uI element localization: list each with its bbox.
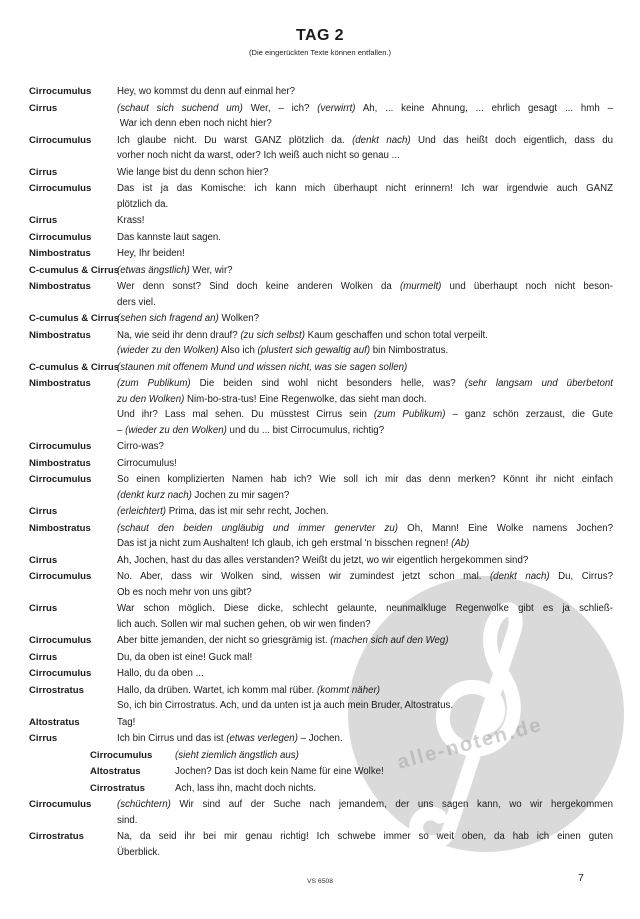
script-entry: [29, 84, 613, 100]
script-entry: [29, 133, 613, 164]
script-entry: [29, 748, 613, 764]
dialogue-line: [117, 601, 613, 617]
speaker-name: Cirrocumulus: [29, 231, 92, 243]
dialogue-line: [117, 585, 613, 601]
dialogue-text: Überblick.: [117, 846, 161, 858]
script-entry: [29, 633, 613, 649]
dialogue: [117, 472, 613, 503]
dialogue-text: –: [117, 424, 126, 436]
dialogue: [117, 715, 613, 731]
dialogue-text: Jochen zu mir sagen?: [191, 489, 290, 501]
script-entry: [29, 181, 613, 212]
dialogue: [117, 650, 613, 666]
stage-direction: (erleichtert): [117, 506, 166, 517]
dialogue-line: [117, 360, 613, 376]
dialogue-text: Das ist ja das Komische: ich kann mich überhaupt nicht erinnern! Ich war irgendwie auch GANZ: [117, 183, 613, 194]
speaker-name: Cirrostratus: [90, 782, 145, 794]
dialogue-text: Wer denn sonst? Sind doch keine anderen Wolken da: [117, 281, 400, 292]
dialogue: [117, 504, 613, 520]
speaker-name: Cirrus: [29, 506, 58, 517]
dialogue: [117, 456, 613, 472]
dialogue-text: Krass!: [117, 215, 145, 226]
dialogue-text: No. Aber, dass wir Wolken sind, wissen wir zumindest jetzt schon mal.: [117, 571, 490, 582]
dialogue-line: [117, 133, 613, 149]
script-entry: [29, 781, 613, 797]
dialogue-text: Nim-bo-stra-tus! Eine Regenwolke, das sieht man doch.: [184, 393, 427, 405]
dialogue-text: Wir sind auf der Suche nach jemandem, der uns sagen kann, wo wir hergekommen: [170, 799, 613, 810]
dialogue-line: [117, 279, 613, 295]
dialogue-line: [117, 101, 613, 117]
script-entry: [29, 521, 613, 552]
page-subtitle: (Die eingerückten Texte können entfallen.): [248, 48, 392, 57]
speaker-name: Cirrocumulus: [29, 86, 92, 97]
stage-direction: (plustert sich gewaltig auf): [257, 345, 371, 356]
dialogue: [175, 781, 613, 797]
speaker-name: Altostratus: [29, 716, 80, 728]
dialogue-text: Jochen? Das ist doch kein Name für eine Wolke!: [175, 766, 384, 777]
dialogue-line: [117, 181, 613, 197]
dialogue-line: [117, 731, 613, 747]
dialogue-line: [117, 392, 613, 408]
stage-direction: (etwas verlegen): [226, 733, 298, 744]
dialogue-line: [117, 456, 613, 472]
stage-direction: (sehr langsam und überbetont: [464, 378, 614, 389]
dialogue: [117, 360, 613, 376]
dialogue-line: [117, 295, 613, 311]
stage-direction: (murmelt): [399, 281, 442, 292]
dialogue: [117, 439, 613, 455]
dialogue: [117, 263, 613, 279]
script-entry: [29, 797, 613, 828]
script-entry: [29, 101, 613, 132]
dialogue-text: Die beiden sind wohl nicht besonders helle, was?: [190, 378, 465, 389]
dialogue-text: Du, Cirrus?: [549, 571, 613, 582]
stage-direction: (denkt nach): [489, 571, 550, 582]
speaker-name: Cirrocumulus: [90, 749, 153, 761]
dialogue: [117, 683, 613, 714]
dialogue-line: [117, 343, 613, 359]
dialogue-text: Wie lange bist du denn schon hier?: [117, 166, 269, 178]
dialogue-line: [117, 650, 613, 666]
stage-direction: (zu sich selbst): [240, 329, 305, 341]
dialogue-line: [117, 569, 613, 585]
dialogue-text: sind.: [117, 814, 138, 826]
dialogue-text: Ich glaube nicht. Du warst GANZ plötzlich da.: [117, 134, 353, 146]
dialogue-text: Ich bin Cirrus und das ist: [117, 733, 227, 744]
speaker-name: Cirrostratus: [29, 831, 84, 842]
dialogue: [117, 553, 613, 569]
dialogue-line: [117, 439, 613, 455]
script-entry: [29, 456, 613, 472]
dialogue-text: Prima, das ist mir sehr recht, Jochen.: [166, 506, 329, 517]
dialogue-text: Ah, ... keine Ahnung, ... ehrlich gesagt ... hmh –: [355, 102, 613, 114]
speaker-name: Cirrocumulus: [29, 668, 92, 679]
speaker-name: Cirrus: [29, 651, 58, 663]
dialogue-line: [117, 472, 613, 488]
speaker-name: C-cumulus & Cirrus: [29, 313, 120, 324]
stage-direction: (verwirrt): [317, 102, 356, 114]
script-entry: [29, 715, 613, 731]
stage-direction: (schaut den beiden ungläubig und immer genervter zu): [117, 522, 398, 534]
speaker-name: Nimbostratus: [29, 281, 91, 292]
edition-code: VS 6508: [306, 878, 334, 885]
speaker-name: Cirrus: [29, 215, 58, 226]
dialogue-text: Aber bitte jemanden, der nicht so griesgrämig ist.: [117, 635, 331, 646]
dialogue-line: [117, 488, 613, 504]
dialogue-text: Ah, Jochen, hast du das alles verstanden? Weißt du jetzt, wo wir eigentlich hergekommen sind?: [117, 554, 529, 566]
speaker-name: C-cumulus & Cirrus: [29, 264, 120, 276]
dialogue-text: Cirro-was?: [117, 441, 164, 452]
dialogue: [117, 569, 613, 600]
script-entry: [29, 764, 613, 780]
dialogue-line: [117, 148, 613, 164]
script-entry: [29, 650, 613, 666]
script-entry: [29, 360, 613, 376]
dialogue-text: Ob es noch mehr von uns gibt?: [117, 586, 252, 598]
dialogue: [117, 797, 613, 828]
dialogue-line: [117, 617, 613, 633]
dialogue-text: Wer, wir?: [189, 264, 233, 276]
page-header: [0, 0, 640, 57]
speaker-name: Cirrus: [29, 554, 58, 566]
script-entry: [29, 165, 613, 181]
dialogue: [117, 165, 613, 181]
dialogue: [117, 376, 613, 438]
dialogue: [175, 748, 613, 764]
dialogue-text: bin Nimbostratus.: [370, 345, 449, 356]
dialogue-text: lich auch. Sollen wir mal suchen gehen, ob wir wen finden?: [117, 618, 371, 630]
speaker-name: Nimbostratus: [29, 329, 91, 341]
stage-direction: (denkt nach): [352, 134, 411, 146]
dialogue-text: Und das heißt doch eigentlich, dass du: [410, 134, 613, 146]
script-entry: [29, 213, 613, 229]
speaker-name: Cirrocumulus: [29, 571, 92, 582]
dialogue: [117, 246, 613, 262]
stage-direction: (Ab): [451, 538, 470, 549]
page-title: TAG 2: [296, 27, 344, 44]
dialogue-text: Also ich: [218, 345, 258, 356]
speaker-name: Cirrus: [29, 166, 58, 178]
stage-direction: (etwas ängstlich): [117, 264, 190, 276]
stage-direction: zu den Wolken): [117, 393, 185, 405]
dialogue-line: [117, 683, 613, 699]
dialogue-line: [175, 764, 613, 780]
stage-direction: (kommt näher): [316, 684, 380, 696]
dialogue: [117, 279, 613, 310]
dialogue-text: und du ... bist Cirrocumulus, richtig?: [226, 424, 385, 436]
dialogue: [117, 181, 613, 212]
dialogue: [117, 101, 613, 132]
dialogue-text: Und ihr? Lass mal sehen. Du müsstest Cirrus sein: [117, 409, 374, 420]
dialogue-line: [175, 748, 613, 764]
speaker-name: Cirrus: [29, 733, 58, 744]
dialogue-line: [117, 666, 613, 682]
dialogue: [175, 764, 613, 780]
dialogue-line: [117, 845, 613, 861]
dialogue-text: War schon möglich. Diese dicke, schlecht gelaunte, neunmalkluge Regenwolke gibt es ja schließ-: [117, 603, 613, 614]
dialogue-text: Hey, Ihr beiden!: [117, 248, 185, 259]
script-entry: [29, 666, 613, 682]
dialogue: [117, 133, 613, 164]
dialogue-line: [117, 633, 613, 649]
stage-direction: (sehen sich fragend an): [117, 313, 219, 324]
dialogue-text: Oh, Mann! Eine Wolke namens Jochen?: [397, 522, 613, 534]
dialogue: [117, 230, 613, 246]
speaker-name: Cirrostratus: [29, 684, 84, 696]
speaker-name: Cirrocumulus: [29, 134, 92, 146]
stage-direction: (wieder zu den Wolken): [117, 345, 219, 356]
script-entry: [29, 569, 613, 600]
dialogue-text: – ganz schön zerzaust, die Gute: [445, 409, 613, 420]
speaker-name: Cirrocumulus: [29, 635, 92, 646]
dialogue-line: [117, 116, 613, 132]
dialogue-line: [117, 213, 613, 229]
dialogue-text: Hey, wo kommst du denn auf einmal her?: [117, 86, 296, 97]
dialogue-text: Na, da seid ihr bei mir genau richtig! Ich schwebe immer so weit oben, da hab ich einen guten: [117, 831, 613, 842]
speaker-name: Cirrus: [29, 102, 58, 114]
dialogue-text: Kaum geschaffen und schon total verpeilt.: [304, 329, 488, 341]
speaker-name: C-cumulus & Cirrus: [29, 361, 120, 373]
script-body: [29, 84, 613, 861]
stage-direction: (denkt kurz nach): [117, 489, 192, 501]
speaker-name: Nimbostratus: [29, 248, 91, 259]
dialogue-line: [117, 536, 613, 552]
speaker-name: Altostratus: [90, 766, 141, 777]
dialogue-text: Wolken?: [218, 313, 259, 324]
dialogue-text: So, ich bin Cirrostratus. Ach, und da unten ist ja auch mein Bruder, Altostratus.: [117, 700, 454, 711]
script-entry: [29, 311, 613, 327]
dialogue-text: Wer, – ich?: [242, 102, 318, 114]
dialogue-text: Cirrocumulus!: [117, 457, 177, 469]
dialogue-text: So einen komplizierten Namen hab ich? Wie soll ich mir das denn merken? Könnt ihr nicht einfach: [117, 474, 613, 485]
speaker-name: Nimbostratus: [29, 522, 91, 534]
dialogue-text: ders viel.: [117, 296, 156, 308]
speaker-name: Cirrocumulus: [29, 474, 92, 485]
dialogue-text: Hallo, da drüben. Wartet, ich komm mal rüber.: [117, 684, 317, 696]
script-entry: [29, 731, 613, 747]
watermark-text: alle-noten.de: [395, 713, 545, 774]
dialogue: [117, 666, 613, 682]
dialogue-line: [117, 829, 613, 845]
stage-direction: (wieder zu den Wolken): [125, 424, 227, 436]
stage-direction: (staunen mit offenem Mund und wissen nicht, was sie sagen sollen): [117, 361, 408, 373]
speaker-name: Cirrocumulus: [29, 799, 92, 810]
dialogue-line: [117, 246, 613, 262]
dialogue-text: Na, wie seid ihr denn drauf?: [117, 329, 241, 341]
dialogue-text: Das ist ja nicht zum Aushalten! Ich glaub, ich geh erstmal 'n bisschen regnen!: [117, 538, 452, 549]
dialogue: [117, 213, 613, 229]
stage-direction: (zum Publikum): [373, 409, 446, 420]
speaker-name: Cirrocumulus: [29, 441, 92, 452]
dialogue-text: vorher noch nicht da warst, oder? Ich weiß auch nicht so genau ...: [117, 150, 400, 161]
dialogue: [117, 601, 613, 632]
dialogue-line: [175, 781, 613, 797]
dialogue: [117, 521, 613, 552]
dialogue-line: [117, 698, 613, 714]
dialogue-text: Hallo, du da oben ...: [117, 668, 204, 679]
speaker-name: Nimbostratus: [29, 457, 91, 469]
dialogue-line: [117, 797, 613, 813]
dialogue-text: Das kannste laut sagen.: [117, 231, 221, 243]
script-entry: [29, 439, 613, 455]
speaker-name: Cirrocumulus: [29, 183, 92, 194]
dialogue-line: [117, 407, 613, 423]
dialogue-line: [117, 165, 613, 181]
page-number: 7: [578, 872, 584, 884]
stage-direction: (zum Publikum): [117, 378, 191, 389]
dialogue-line: [117, 311, 613, 327]
script-entry: [29, 553, 613, 569]
script-entry: [29, 328, 613, 359]
script-entry: [29, 279, 613, 310]
speaker-name: Cirrus: [29, 603, 58, 614]
script-entry: [29, 829, 613, 860]
script-entry: [29, 683, 613, 714]
dialogue-line: [117, 328, 613, 344]
dialogue-text: War ich denn eben noch nicht hier?: [117, 118, 272, 129]
dialogue-line: [117, 504, 613, 520]
stage-direction: (schaut sich suchend um): [117, 102, 243, 114]
dialogue: [117, 311, 613, 327]
dialogue-line: [117, 197, 613, 213]
script-entry: [29, 601, 613, 632]
script-entry: [29, 472, 613, 503]
dialogue-line: [117, 84, 613, 100]
script-entry: [29, 504, 613, 520]
dialogue-text: Du, da oben ist eine! Guck mal!: [117, 651, 253, 663]
dialogue-line: [117, 521, 613, 537]
speaker-name: Nimbostratus: [29, 378, 91, 389]
dialogue-line: [117, 376, 613, 392]
script-entry: [29, 263, 613, 279]
script-entry: [29, 246, 613, 262]
dialogue-line: [117, 553, 613, 569]
stage-direction: (machen sich auf den Weg): [330, 635, 449, 646]
dialogue-line: [117, 423, 613, 439]
stage-direction: (schüchtern): [117, 799, 171, 810]
dialogue: [117, 731, 613, 747]
dialogue-text: Ach, lass ihn, macht doch nichts.: [175, 782, 317, 794]
stage-direction: (sieht ziemlich ängstlich aus): [175, 749, 299, 761]
dialogue-text: – Jochen.: [297, 733, 343, 744]
script-entry: [29, 376, 613, 438]
dialogue: [117, 829, 613, 860]
dialogue: [117, 84, 613, 100]
dialogue-text: und überhaupt noch nicht beson-: [441, 281, 613, 292]
script-entry: [29, 230, 613, 246]
dialogue-text: Tag!: [117, 716, 136, 728]
dialogue: [117, 328, 613, 359]
dialogue-text: plötzlich da.: [117, 198, 169, 210]
dialogue-line: [117, 813, 613, 829]
dialogue-line: [117, 715, 613, 731]
dialogue: [117, 633, 613, 649]
dialogue-line: [117, 263, 613, 279]
dialogue-line: [117, 230, 613, 246]
